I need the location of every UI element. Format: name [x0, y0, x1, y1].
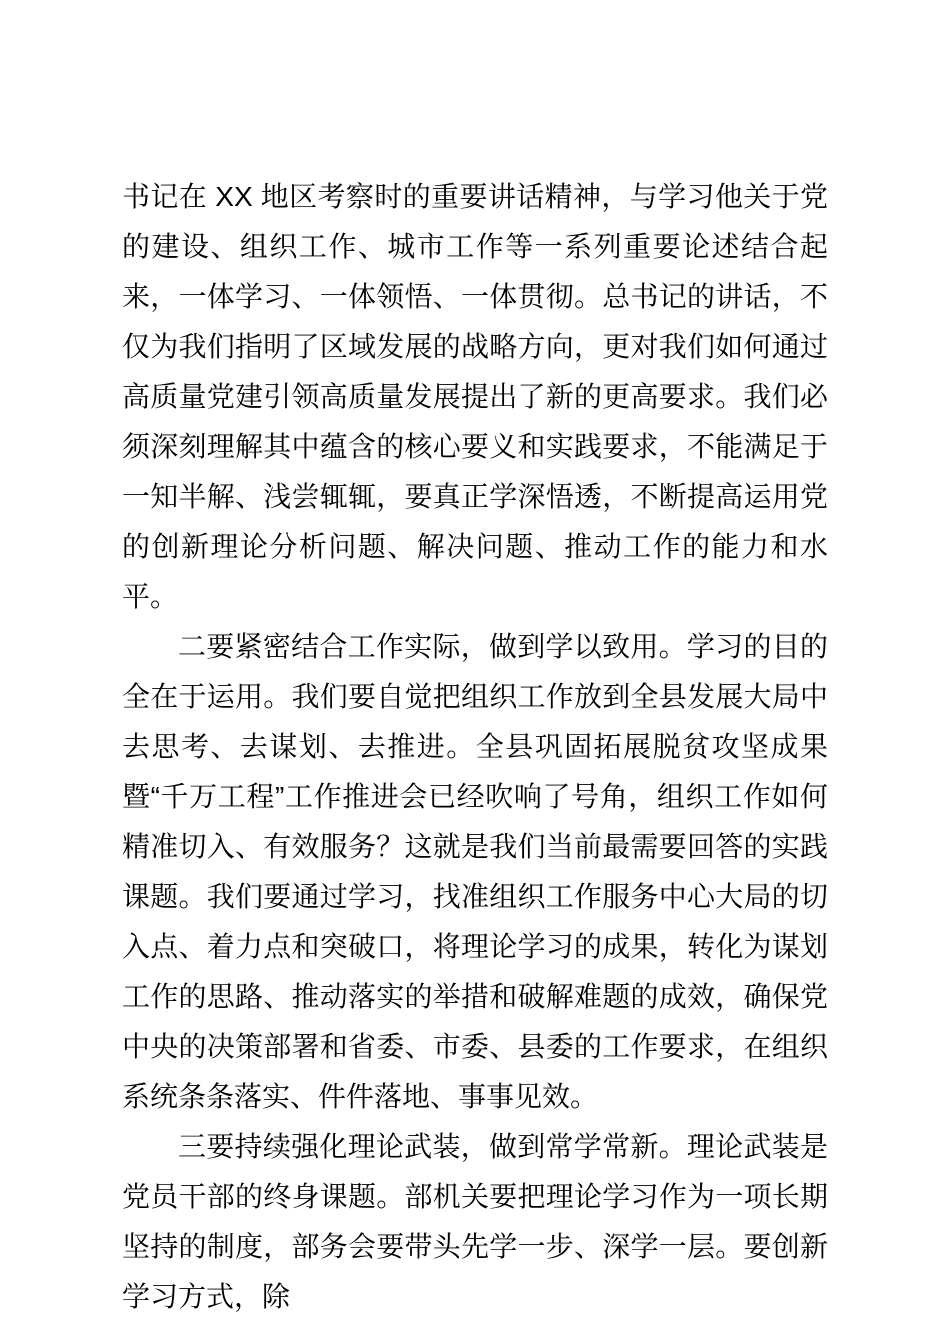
paragraph: 书记在 XX 地区考察时的重要讲话精神，与学习他关于党的建设、组织工作、城市工作等一系列重要论述结合起来，一体学习、一体领悟、一体贯彻。总书记的讲话，不仅为我们指明了区域发展的战略方向，更对我们如何通过高质量党建引领高质量发展提出了新的更高要求。我们必须深刻理解其中蕴含的核心要义和实践要求，不能满足于一知半解、浅尝辄辄，要真正学深悟透，不断提高运用党的创新理论分析问题、解决问题、推动工作的能力和水平。	[122, 181, 828, 612]
paragraph: 二要紧密结合工作实际，做到学以致用。学习的目的全在于运用。我们要自觉把组织工作放到全县发展大局中去思考、去谋划、去推进。全县巩固拓展脱贫攻坚成果暨“千万工程”工作推进会已经吹响了号角，组织工作如何精准切入、有效服务？这就是我们当前最需要回答的实践课题。我们要通过学习，找准组织工作服务中心大局的切入点、着力点和突破口，将理论学习的成果，转化为谋划工作的思路、推动落实的举措和破解难题的成效，确保党中央的决策部署和省委、市委、县委的工作要求，在组织系统条条落实、件件落地、事事见效。	[122, 631, 828, 1112]
paragraph: 三要持续强化理论武装，做到常学常新。理论武装是党员干部的终身课题。部机关要把理论学习作为一项长期坚持的制度，部务会要带头先学一步、深学一层。要创新学习方式，除	[122, 1131, 828, 1312]
